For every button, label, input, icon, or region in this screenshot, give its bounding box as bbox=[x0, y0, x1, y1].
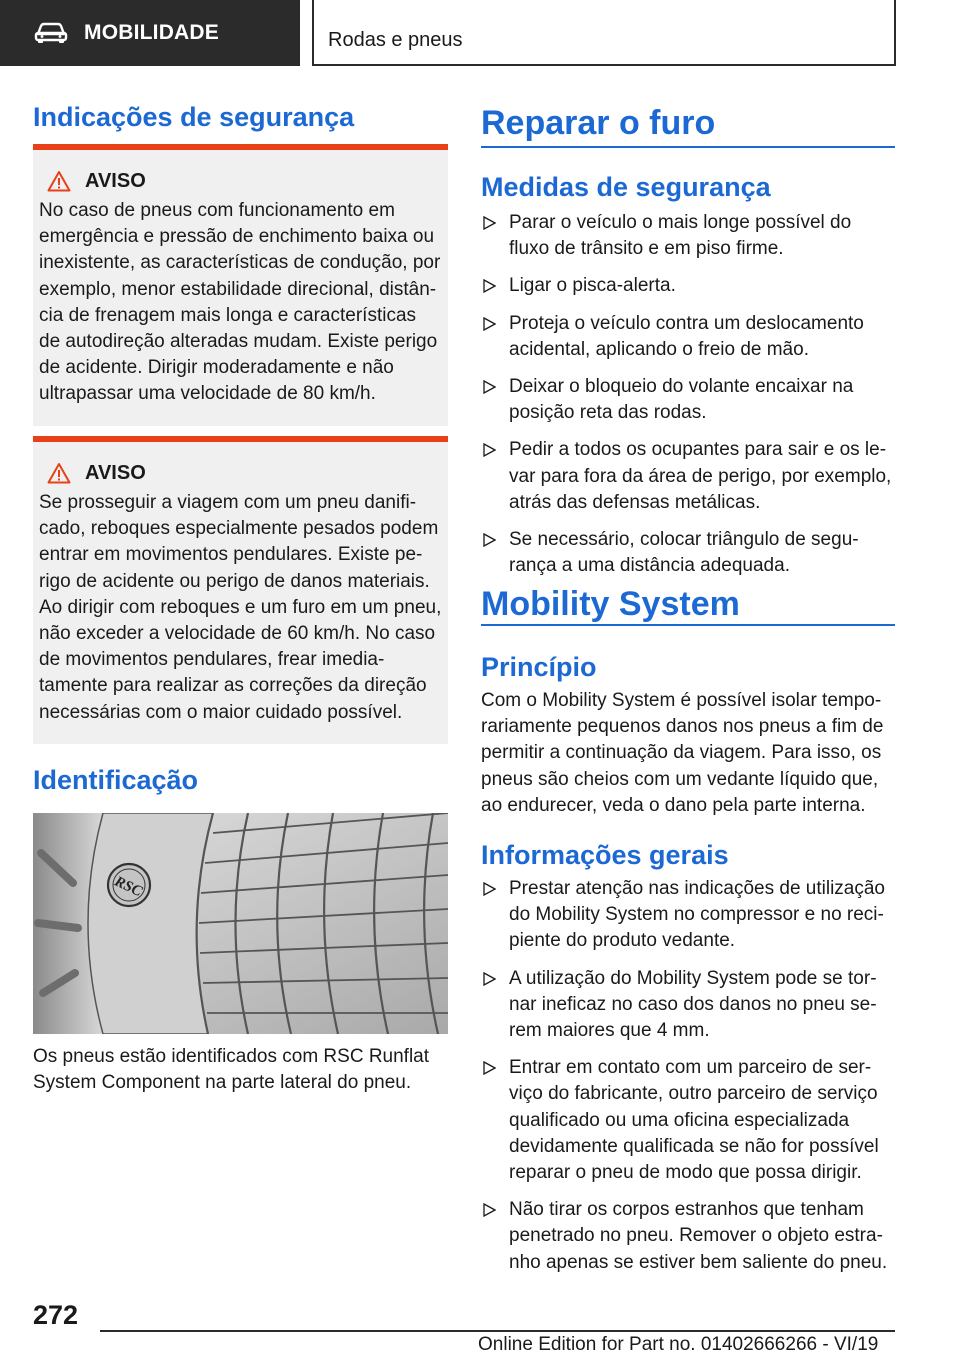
principle-text: Com o Mobility System é possível isolar temporariamente pequenos danos nos pneus a fim de permitir a continuação da viagem. Para isso, os pneus são cheios com um vedante líquido que, ao endurecer, veda o dano pela parte interna. bbox=[481, 690, 884, 816]
car-icon bbox=[34, 22, 68, 44]
measures-heading: Medidas de segurança bbox=[481, 172, 771, 202]
heading-rule bbox=[481, 624, 895, 626]
measures-list bbox=[481, 210, 895, 579]
list-item: Não tirar os corpos estranhos que tenham penetrado no pneu. Remover o objeto estranho apenas se estiver bem saliente do pneu. bbox=[481, 1197, 895, 1276]
warning-label: AVISO bbox=[85, 461, 146, 484]
triangle-bullet-icon bbox=[483, 216, 496, 230]
identification-heading: Identificação bbox=[33, 765, 199, 795]
list-item: Pedir a todos os ocupantes para sair e os levar para fora da área de perigo, por exemplo, atrás das defensas metálicas. bbox=[481, 437, 895, 516]
triangle-bullet-icon bbox=[483, 1203, 496, 1217]
triangle-bullet-icon bbox=[483, 882, 496, 896]
list-item: Prestar atenção nas indicações de utilização do Mobility System no compressor e no recipiente do produto vedante. bbox=[481, 876, 895, 955]
section-tab bbox=[0, 0, 300, 66]
triangle-bullet-icon bbox=[483, 972, 496, 986]
general-list-container bbox=[481, 876, 895, 1287]
triangle-bullet-icon bbox=[483, 533, 496, 547]
repair-heading: Reparar o furo bbox=[481, 104, 716, 142]
heading-rule bbox=[481, 146, 895, 148]
identification-caption: Os pneus estão identificados com RSC Runflat System Component na parte lateral do pneu. bbox=[33, 1046, 430, 1094]
warning-box bbox=[33, 436, 448, 744]
edition-text: Online Edition for Part no. 01402666266 - VI/19 bbox=[478, 1334, 879, 1355]
triangle-bullet-icon bbox=[483, 279, 496, 293]
principle-heading: Princípio bbox=[481, 652, 597, 682]
list-item: Proteja o veículo contra um deslocamento acidental, aplicando o freio de mão. bbox=[481, 311, 895, 363]
warning-triangle-icon bbox=[47, 462, 71, 484]
warning-label: AVISO bbox=[85, 169, 146, 192]
list-item: Parar o veículo o mais longe possível do fluxo de trânsito e em piso firme. bbox=[481, 210, 895, 262]
list-item: Se necessário, colocar triângulo de segurança a uma distância adequada. bbox=[481, 527, 895, 579]
triangle-bullet-icon bbox=[483, 380, 496, 394]
section-label: MOBILIDADE bbox=[84, 21, 219, 44]
list-item: A utilização do Mobility System pode se tornar ineficaz no caso dos danos no pneu serem maiores que 4 mm. bbox=[481, 966, 895, 1045]
triangle-bullet-icon bbox=[483, 317, 496, 331]
triangle-bullet-icon bbox=[483, 1061, 496, 1075]
warning-text: Se prosseguir a viagem com um pneu danificado, reboques especialmente pesados podem entrar em movimentos pendulares. Existe perigo de acidente ou perigo de danos materiais. Ao dirigir com reboques e um furo em um pneu, não exceder a velocidade de 60 km/h. No caso de movimentos pendulares, frear imediatamente para realizar as correções da direção necessárias com o maior cuidado possível. bbox=[39, 492, 442, 723]
warning-box bbox=[33, 144, 448, 426]
general-info-heading: Informações gerais bbox=[481, 840, 729, 870]
list-item: Ligar o pisca-alerta. bbox=[481, 273, 895, 299]
page-number: 272 bbox=[33, 1300, 79, 1330]
tire-sidewall-image bbox=[33, 813, 448, 1034]
triangle-bullet-icon bbox=[483, 443, 496, 457]
mobility-heading: Mobility System bbox=[481, 585, 740, 623]
footer-rule bbox=[100, 1330, 895, 1332]
chapter-header bbox=[312, 0, 896, 66]
measures-list-container bbox=[481, 210, 895, 590]
general-list bbox=[481, 876, 895, 1276]
list-item: Deixar o bloqueio do volante encaixar na posição reta das rodas. bbox=[481, 374, 895, 426]
chapter-title: Rodas e pneus bbox=[328, 29, 463, 51]
warning-triangle-icon bbox=[47, 170, 71, 192]
safety-heading: Indicações de segurança bbox=[33, 102, 355, 132]
warning-text: No caso de pneus com funcionamento em emergência e pressão de enchimento baixa ou inexistente, as características de condução, por exemplo, menor estabilidade direcional, distância de frenagem mais longa e características de autodireção alteradas mudam. Existe perigo de acidente. Dirigir moderadamente e não ultrapassar uma velocidade de 80 km/h. bbox=[39, 200, 441, 405]
list-item: Entrar em contato com um parceiro de serviço do fabricante, outro parceiro de serviço qualificado ou uma oficina especializada devidamente qualificada se não for possível reparar o pneu de modo que possa dirigir. bbox=[481, 1055, 895, 1186]
rsc-logo: RSC bbox=[111, 873, 145, 901]
